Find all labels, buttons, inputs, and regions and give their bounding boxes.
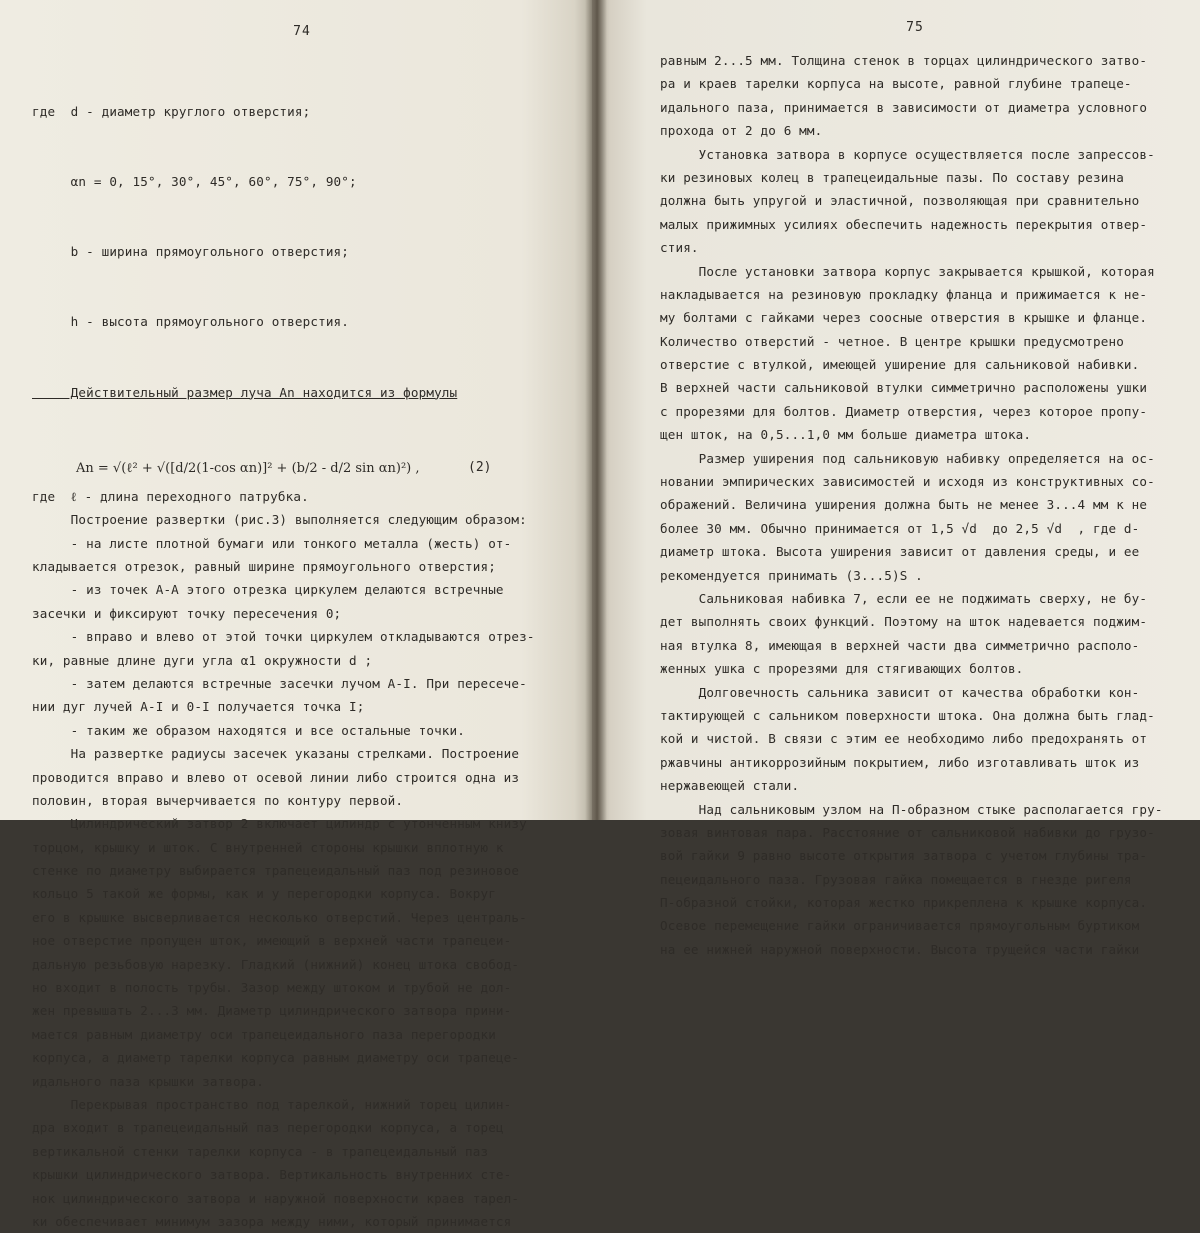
text-line: - затем делаются встречные засечки лучом А-I. При пересече- [32, 675, 527, 691]
text-line: с прорезями для болтов. Диаметр отверстия, через которое пропу- [660, 403, 1148, 419]
text-line: стенке по диаметру выбирается трапецеидальный паз под резиновое [32, 863, 520, 879]
text-line: ки резиновых колец в трапецеидальные пазы. По составу резина [660, 169, 1124, 185]
text-line: дет выполнять своих функций. Поэтому на шток надевается поджим- [660, 614, 1148, 630]
text-line: женных ушка с прорезями для стягивающих болтов. [660, 661, 1024, 677]
page-number-left: 74 [293, 24, 311, 39]
text-line: зовая винтовая пара. Расстояние от сальниковой набивки до грузо- [660, 824, 1155, 840]
text-line: проводится вправо и влево от осевой линии либо строится одна из [32, 769, 520, 785]
text-line: нержавеющей стали. [660, 778, 800, 794]
text-line: ное отверстие пропущен шток, имеющий в верхней части трапецеи- [32, 933, 512, 949]
text-line: новании эмпирических зависимостей и исходя из конструктивных со- [660, 474, 1155, 490]
text-line: - вправо и влево от этой точки циркулем откладываются отрез- [32, 629, 535, 645]
text-line: Количество отверстий - четное. В центре крышки предусмотрено [660, 333, 1124, 349]
text-line: накладывается на резиновую прокладку фланца и прижимается к не- [660, 286, 1148, 302]
text-line: Действительный размер луча An находится из формулы [32, 384, 458, 400]
text-line: дальную резьбовую нарезку. Гладкий (нижний) конец штока свобод- [32, 956, 520, 972]
text-line: где ℓ - длина переходного патрубка. [32, 488, 309, 504]
text-line: После установки затвора корпус закрывается крышкой, которая [660, 263, 1155, 279]
text-line: ржавчины антикоррозийным покрытием, либо изготавливать шток из [660, 754, 1140, 770]
text-line: - из точек А-А этого отрезка циркулем делаются встречные [32, 582, 504, 598]
text-line: кой и чистой. В связи с этим ее необходимо либо предохранять от [660, 731, 1148, 747]
text-line: - таким же образом находятся и все остальные точки. [32, 722, 465, 738]
text-line: тактирующей с сальником поверхности штока. Она должна быть глад- [660, 707, 1155, 723]
text-line: отверстие с втулкой, имеющей уширение для сальниковой набивки. [660, 357, 1140, 373]
left-text-block-bottom [32, 485, 572, 1233]
text-line: b - ширина прямоугольного отверстия; [32, 244, 350, 260]
text-line: равным 2...5 мм. Толщина стенок в торцах цилиндрического затво- [660, 53, 1148, 68]
text-line: В верхней части сальниковой втулки симметрично расположены ушки [660, 380, 1148, 396]
text-line: идального паза крышки затвора. [32, 1073, 264, 1089]
formula-expression: An = √(ℓ² + √([d/2(1-cos αn)]² + (b/2 - d/2 sin αn)²) , [76, 460, 420, 476]
text-line: засечки и фиксируют точку пересечения 0; [32, 605, 342, 621]
text-line: идального паза, принимается в зависимости от диаметра условного [660, 99, 1148, 115]
text-line: Цилиндрический затвор 2 включает цилиндр с утонченным книзу [32, 816, 527, 832]
text-line: нии дуг лучей А-I и 0-I получается точка I; [32, 699, 365, 715]
page-number-right: 75 [906, 20, 924, 35]
left-page [0, 0, 592, 1229]
text-line: мается равным диаметру оси трапецеидального паза перегородки [32, 1026, 496, 1042]
text-line: торцом, крышку и шток. С внутренней стороны крышки вплотную к [32, 839, 504, 855]
text-line: его в крышке высверливается несколько отверстий. Через централь- [32, 909, 527, 925]
text-line: жен превышать 2...3 мм. Диаметр цилиндрического затвора прини- [32, 1003, 512, 1019]
text-line: диаметр штока. Высота уширения зависит от давления среды, и ее [660, 544, 1140, 560]
text-line: дра входит в трапецеидальный паз перегородки корпуса, а торец [32, 1120, 504, 1136]
text-line: Перекрывая пространство под тарелкой, нижний торец цилин- [32, 1096, 512, 1112]
text-line: αn = 0, 15°, 30°, 45°, 60°, 75°, 90°; [32, 174, 357, 190]
text-line: На развертке радиусы засечек указаны стрелками. Построение [32, 746, 520, 762]
text-line: ра и краев тарелки корпуса на высоте, равной глубине трапеце- [660, 76, 1132, 92]
text-line: П-образной стойки, которая жестко прикреплена к крышке корпуса. [660, 895, 1148, 911]
text-line: h - высота прямоугольного отверстия. [32, 314, 350, 330]
text-line: вой гайки 9 равно высоте открытия затвора с учетом глубины тра- [660, 848, 1148, 864]
text-line: стия. [660, 240, 699, 256]
text-line: рекомендуется принимать (3...5)S . [660, 567, 923, 583]
formula-2 [32, 451, 572, 485]
text-line: половин, вторая вычерчивается по контуру первой. [32, 792, 404, 808]
text-line: малых прижимных усилиях обеспечить надежность перекрытия отвер- [660, 216, 1148, 232]
text-line: ки, равные длине дуги угла α1 окружности d ; [32, 652, 373, 668]
text-line: вертикальной стенки тарелки корпуса - в трапецеидальный паз [32, 1143, 489, 1159]
right-page [592, 0, 1200, 957]
text-line: ображений. Величина уширения должна быть не менее 3...4 мм к не [660, 497, 1148, 513]
left-text-block-top [32, 53, 572, 451]
right-text-block [660, 49, 1170, 961]
text-line: Построение развертки (рис.3) выполняется следующим образом: [32, 512, 527, 528]
text-line: но входит в полость трубы. Зазор между штоком и трубой не дол- [32, 980, 512, 996]
text-line: Осевое перемещение гайки ограничивается прямоугольным буртиком [660, 918, 1140, 934]
text-line: щен шток, на 0,5...1,0 мм больше диаметра штока. [660, 427, 1032, 443]
text-line: кольцо 5 такой же формы, как и у перегородки корпуса. Вокруг [32, 886, 496, 902]
text-line: прохода от 2 до 6 мм. [660, 123, 823, 139]
text-line: Над сальниковым узлом на П-образном стыке располагается гру- [660, 801, 1163, 817]
text-line: Размер уширения под сальниковую набивку определяется на ос- [660, 450, 1155, 466]
text-line: ная втулка 8, имеющая в верхней части два симметрично располо- [660, 637, 1140, 653]
book-gutter [585, 0, 607, 820]
formula-number: (2) [468, 460, 492, 476]
text-line: Установка затвора в корпусе осуществляется после запрессов- [660, 146, 1155, 162]
text-line: более 30 мм. Обычно принимается от 1,5 √d до 2,5 √d , где d- [660, 520, 1140, 536]
text-line: должна быть упругой и эластичной, позволяющая при сравнительно [660, 193, 1140, 209]
text-line: Долговечность сальника зависит от качества обработки кон- [660, 684, 1140, 700]
text-line: корпуса, а диаметр тарелки корпуса равным диаметру оси трапеце- [32, 1050, 520, 1066]
text-line: крышки цилиндрического затвора. Вертикальность внутренних сте- [32, 1167, 512, 1183]
text-line: кладывается отрезок, равный ширине прямоугольного отверстия; [32, 559, 496, 574]
text-line: ки обеспечивает минимум зазора между ними, который принимается [32, 1213, 512, 1229]
text-line: му болтами с гайками через соосные отверстия в крышке и фланце. [660, 310, 1148, 326]
text-line: нок цилиндрического затвора и наружной поверхности краев тарел- [32, 1190, 520, 1206]
text-line: пецеидального паза. Грузовая гайка помещается в гнезде ригеля [660, 871, 1132, 887]
text-line: Сальниковая набивка 7, если ее не поджимать сверху, не бу- [660, 590, 1148, 606]
text-line: на ее нижней наружной поверхности. Высота трущейся части гайки [660, 941, 1140, 957]
text-line: - на листе плотной бумаги или тонкого металла (жесть) от- [32, 535, 512, 551]
text-line: где d - диаметр круглого отверстия; [32, 103, 311, 119]
